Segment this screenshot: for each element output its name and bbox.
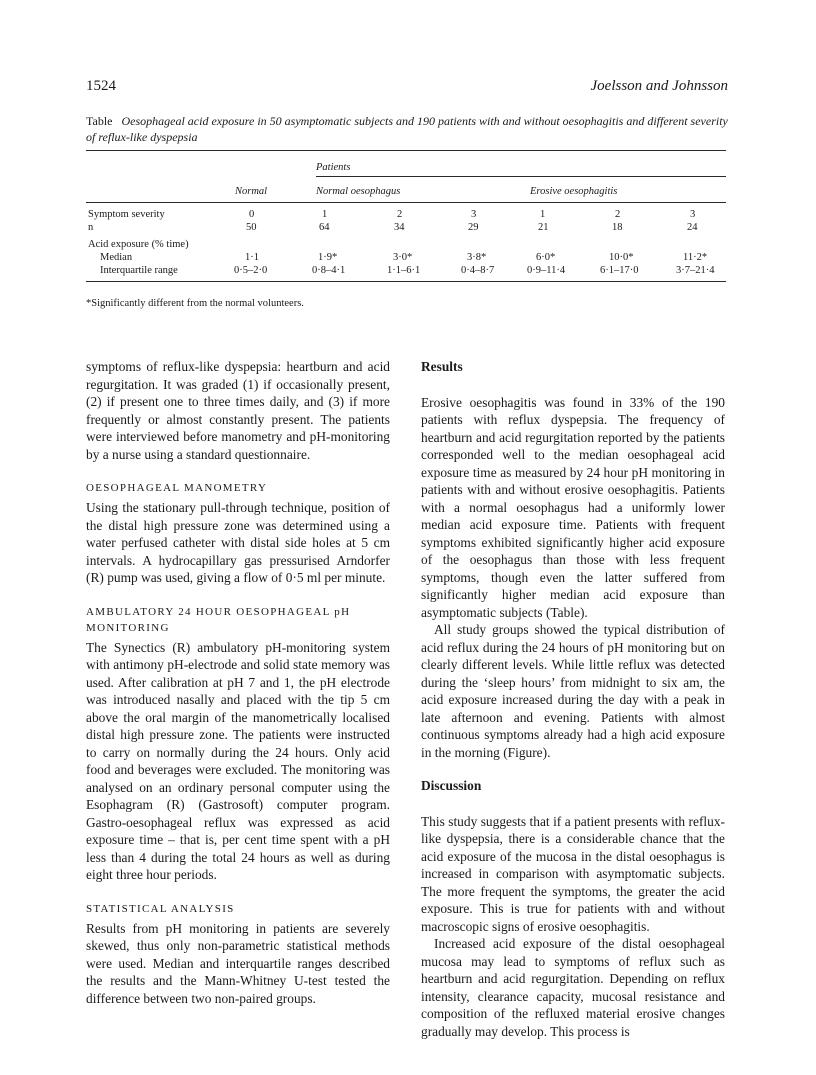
section-heading-results: Results: [421, 359, 463, 374]
row-label-n: n: [88, 222, 94, 233]
methods-intro-paragraph: symptoms of reflux-like dyspepsia: heartburn and acid regurgitation. It was graded (1) if occasionally present, (2) if present one to three times daily, and (3) if more frequently or almost constantly present. The patients were interviewed before manometry and pH-monitoring by a nurse using a standard questionnaire.: [86, 359, 390, 462]
table-rule-header: [86, 202, 726, 203]
page-number: 1524: [86, 78, 116, 94]
table-cell: 1: [322, 209, 328, 220]
table-cell: 0·8–4·1: [312, 265, 346, 276]
row-label-interquartile-range: Interquartile range: [100, 265, 178, 276]
discussion-paragraph-1: This study suggests that if a patient presents with reflux-like dyspepsia, there is a considerable chance that the acid exposure of the mucosa in the distal oesophagus is increased in comparison with asymptomatic subjects. The more frequent the symptoms, the greater the acid exposure. This is true for patients with and without macroscopic signs of erosive oesophagitis.: [421, 813, 725, 934]
table-cell: 10·0*: [609, 252, 634, 263]
table-cell: 21: [538, 222, 549, 233]
table-cell: 1·9*: [318, 252, 338, 263]
table-rule-top: [86, 150, 726, 151]
table-cell: 2: [615, 209, 621, 220]
right-column: [421, 358, 725, 1040]
table-cell: 50: [246, 222, 257, 233]
table-cell: 3·8*: [467, 252, 487, 263]
table-cell: 3: [690, 209, 696, 220]
results-paragraph-1: Erosive oesophagitis was found in 33% of the 190 patients with reflux dyspepsia. The frequency of heartburn and acid regurgitation reported by the patients corresponded well to the median oesophageal acid exposure time as measured by 24 hour pH monitoring in patients with and without erosive oesophagitis. Patients with a normal oesophagus had a uniformly lower median acid exposure time. Patients with frequent symptoms exhibited significantly higher acid exposure of the oesophagus than those with less frequent symptoms, though even the latter suffered from significantly higher median acid exposure than asymptomatic subjects (Table).: [421, 394, 725, 620]
table-cell: 1·1: [245, 252, 259, 263]
header-normal-oesophagus: Normal oesophagus: [316, 186, 401, 197]
table-cell: 3·7–21·4: [676, 265, 715, 276]
table-cell: 0: [249, 209, 255, 220]
table-caption: [86, 113, 734, 145]
section-heading-discussion: Discussion: [421, 778, 482, 793]
table-cell: 3·0*: [393, 252, 413, 263]
table-cell: 34: [394, 222, 405, 233]
table-cell: 6·1–17·0: [600, 265, 639, 276]
table-cell: 1·1–6·1: [387, 265, 421, 276]
table-cell: 6·0*: [536, 252, 556, 263]
header-erosive-oesophagitis: Erosive oesophagitis: [530, 186, 618, 197]
table-cell: 2: [397, 209, 403, 220]
manometry-paragraph: Using the stationary pull-through technique, position of the distal high pressure zone was determined using a water perfused catheter with distal side holes at 5 cm intervals. A hydrocapillary gas pressurised Arndorfer (R) pump was used, giving a flow of 0·5 ml per minute.: [86, 500, 390, 585]
ambulatory-paragraph: The Synectics (R) ambulatory pH-monitoring system with antimony pH-electrode and solid state memory was used. After calibration at pH 7 and 1, the pH electrode was introduced nasally and placed with the tip 5 cm above the oral margin of the manometrically localised distal high pressure zone. The patients were instructed to carry on normally during the 24 hours. Only acid food and beverages were excluded. The monitoring was analysed on an ordinary personal computer using the Esophagram (R) (Gastrosoft) computer program. Gastro-oesophageal reflux was expressed as acid exposure time – that is, per cent time spent with a pH less than 4 during the total 24 hours as well as during eight three hour periods.: [86, 639, 390, 882]
row-label-symptom-severity: Symptom severity: [88, 209, 165, 220]
statistics-paragraph: Results from pH monitoring in patients are severely skewed, thus only non-parametric statistical methods were used. Median and interquartile ranges described the results and the Mann-Whitney U-test tested the difference between two non-paired groups.: [86, 920, 390, 1006]
table-cell: 3: [471, 209, 477, 220]
section-heading-ambulatory: AMBULATORY 24 HOUR OESOPHAGEAL pH MONITORING: [86, 605, 351, 634]
header-patients: Patients: [316, 162, 351, 173]
section-heading-statistics: STATISTICAL ANALYSIS: [86, 902, 235, 915]
table-cell: 1: [540, 209, 546, 220]
table-cell: 64: [319, 222, 330, 233]
table-rule-bottom: [86, 281, 726, 282]
table-caption-text: Oesophageal acid exposure in 50 asymptomatic subjects and 190 patients with and without oesophagitis and different severity of reflux-like dyspepsia: [86, 114, 728, 144]
table-cell: 0·9–11·4: [527, 265, 566, 276]
table-cell: 0·4–8·7: [461, 265, 495, 276]
table-footnote: *Significantly different from the normal volunteers.: [86, 298, 304, 309]
header-normal: Normal: [235, 186, 268, 197]
table-cell: 24: [687, 222, 698, 233]
table-label: Table: [86, 114, 113, 128]
table-rule-patients: [316, 176, 726, 177]
table-cell: 11·2*: [683, 252, 708, 263]
running-head: Joelsson and Johnsson: [590, 78, 728, 94]
row-label-median: Median: [100, 252, 133, 263]
results-paragraph-2: All study groups showed the typical distribution of acid reflux during the 24 hours of pH monitoring but on clearly different levels. While little reflux was detected during the ‘sleep hours’ from midnight to six am, the acid exposure increased during the day with a peak in late afternoon and evening. Patients with almost continuous symptoms already had a high acid exposure in the morning (Figure).: [421, 622, 725, 760]
table-cell: 0·5–2·0: [234, 265, 268, 276]
left-column: [86, 358, 390, 1007]
table-cell: 18: [612, 222, 623, 233]
section-heading-manometry: OESOPHAGEAL MANOMETRY: [86, 482, 268, 494]
discussion-paragraph-2: Increased acid exposure of the distal oesophageal mucosa may lead to symptoms of reflux such as heartburn and acid regurgitation. Depending on reflux intensity, clearance capacity, mucosal resistance and composition of the refluxed material erosive changes gradually may develop. This process is: [421, 936, 725, 1039]
row-label-acid-exposure: Acid exposure (% time): [88, 239, 189, 250]
table-cell: 29: [468, 222, 479, 233]
